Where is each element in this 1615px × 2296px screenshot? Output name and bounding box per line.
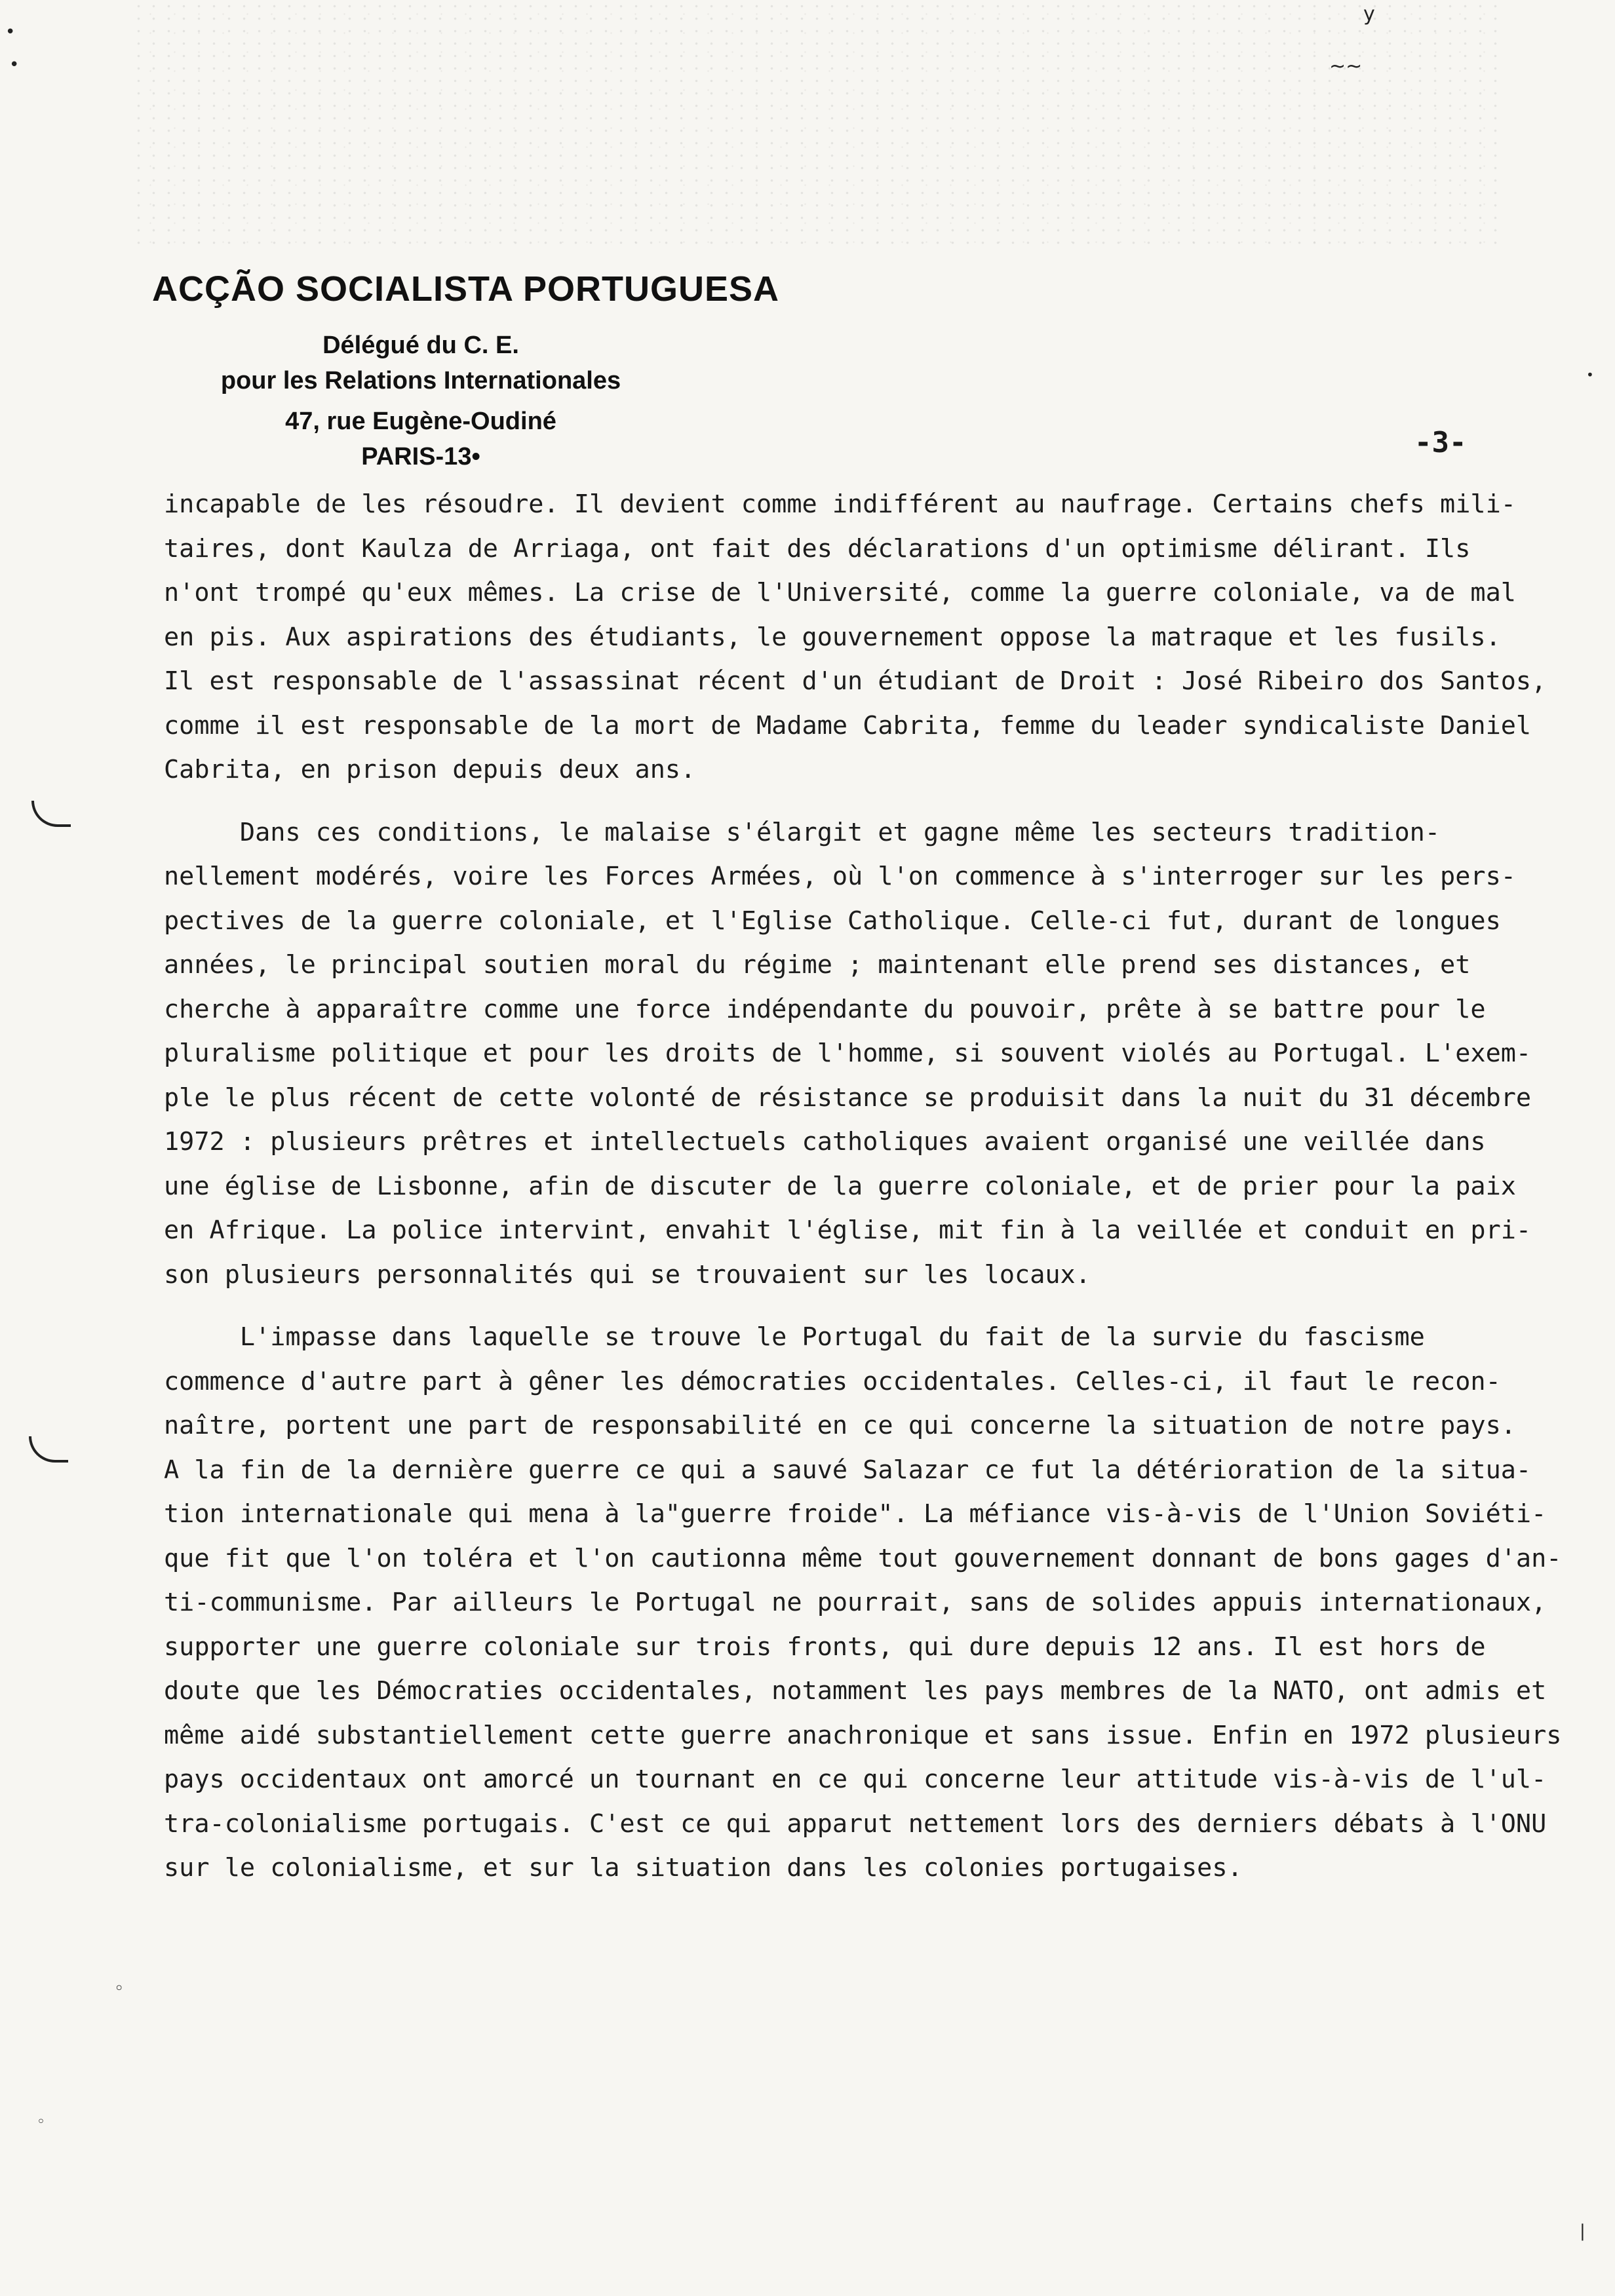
text-line: cherche à apparaître comme une force indépendante du pouvoir, prête à se battre pour le [164,994,1486,1024]
text-line: Cabrita, en prison depuis deux ans. [164,755,696,784]
text-line: comme il est responsable de la mort de Madame Cabrita, femme du leader syndicaliste Daniel [164,710,1532,740]
text-line: en Afrique. La police intervint, envahit l'église, mit fin à la veillée et conduit en pri- [164,1215,1532,1245]
scan-mark: • [9,55,20,75]
scan-mark: y [1363,3,1375,26]
text-line: Dans ces conditions, le malaise s'élargit et gagne même les secteurs tradition- [164,817,1441,847]
scan-mark: ◦ [114,1979,125,1999]
paragraph-gap [164,1297,1606,1315]
scan-noise [131,0,1508,249]
text-line: supporter une guerre coloniale sur trois fronts, qui dure depuis 12 ans. Il est hors de [164,1632,1486,1662]
margin-bracket [31,801,71,827]
margin-bracket [29,1436,68,1463]
text-line: ple le plus récent de cette volonté de résistance se produisit dans la nuit du 31 décembre [164,1082,1532,1113]
body-text [164,482,1606,1890]
text-line: incapable de les résoudre. Il devient comme indifférent au naufrage. Certains chefs mili- [164,489,1516,519]
text-line: ti-communisme. Par ailleurs le Portugal ne pourrait, sans de solides appuis internationaux, [164,1588,1547,1617]
delegate-line: Délégué du C. E. [322,332,519,359]
text-line: commence d'autre part à gêner les démocraties occidentales. Celles-ci, il faut le recon- [164,1366,1501,1396]
page-number: -3- [1414,426,1467,459]
text-line: pluralisme politique et pour les droits de l'homme, si souvent violés au Portugal. L'exem- [164,1039,1532,1068]
text-line: tra-colonialisme portugais. C'est ce qui apparut nettement lors des derniers débats à l'ONU [164,1808,1547,1839]
text-line: nellement modérés, voire les Forces Armées, où l'on commence à s'interroger sur les pers- [164,862,1516,891]
address-street: 47, rue Eugène-Oudiné [285,408,556,435]
scan-mark: ~~ [1329,55,1363,78]
address-city: PARIS-13• [361,443,480,470]
letterhead [152,269,779,474]
text-line: doute que les Démocraties occidentales, notamment les pays membres de la NATO, ont admis et [164,1676,1547,1706]
text-line: sur le colonialisme, et sur la situation dans les colonies portugaises. [164,1853,1243,1883]
text-line: n'ont trompé qu'eux mêmes. La crise de l'Université, comme la guerre coloniale, va de mal [164,578,1516,607]
text-line: tion internationale qui mena à la"guerre froide". La méfiance vis-à-vis de l'Union Soviéti- [164,1499,1547,1529]
paragraph-gap [164,792,1606,811]
text-line: en pis. Aux aspirations des étudiants, le gouvernement oppose la matraque et les fusils. [164,622,1501,652]
text-line: son plusieurs personnalités qui se trouvaient sur les locaux. [164,1259,1091,1290]
text-line: 1972 : plusieurs prêtres et intellectuels catholiques avaient organisé une veillée dans [164,1127,1486,1157]
text-line: même aidé substantiellement cette guerre anachronique et sans issue. Enfin en 1972 plusieurs [164,1720,1562,1750]
organization-name: ACÇÃO SOCIALISTA PORTUGUESA [152,269,780,309]
text-line: une église de Lisbonne, afin de discuter de la guerre coloniale, et de prier pour la paix [164,1171,1516,1201]
department-line: pour les Relations Internationales [220,367,621,394]
text-line: taires, dont Kaulza de Arriaga, ont fait des déclarations d'un optimisme délirant. Ils [164,533,1471,564]
scan-mark: • [5,22,16,42]
scan-mark: • [1586,367,1594,383]
text-line: naître, portent une part de responsabilité en ce qui concerne la situation de notre pays. [164,1411,1516,1440]
text-line: Il est responsable de l'assassinat récent d'un étudiant de Droit : José Ribeiro dos Santos, [164,666,1547,696]
text-line: années, le principal soutien moral du régime ; maintenant elle prend ses distances, et [164,950,1471,980]
text-line: A la fin de la dernière guerre ce qui a sauvé Salazar ce fut la détérioration de la situa- [164,1455,1532,1485]
scan-mark: ◦ [37,2114,45,2130]
text-line: pays occidentaux ont amorcé un tournant en ce qui concerne leur attitude vis-à-vis de l'ul- [164,1765,1547,1794]
text-line: pectives de la guerre coloniale, et l'Eglise Catholique. Celle-ci fut, durant de longues [164,906,1501,936]
scan-mark: | [1580,2221,1586,2241]
text-line: L'impasse dans laquelle se trouve le Portugal du fait de la survie du fascisme [164,1322,1425,1352]
text-line: que fit que l'on toléra et l'on cautionna même tout gouvernement donnant de bons gages d'an- [164,1543,1562,1573]
